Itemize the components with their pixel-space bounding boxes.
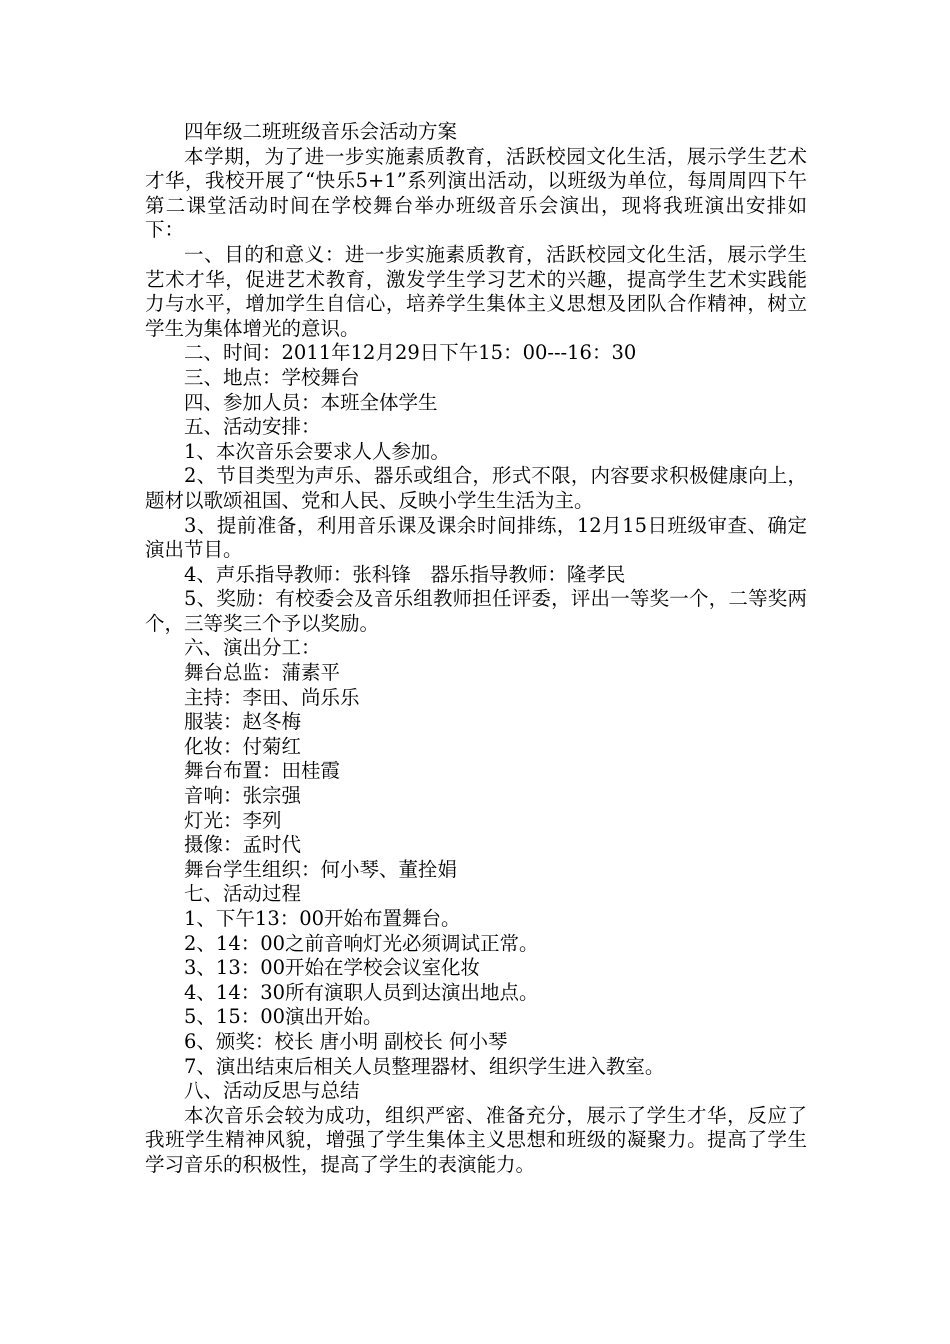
paragraph: 舞台总监：蒲素平 (184, 661, 341, 685)
paragraph: 六、演出分工： (184, 636, 321, 660)
paragraph: 本次音乐会较为成功，组织严密、准备充分，展示了学生才华，反应了我班学生精神风貌，增强了学生集体主义思想和班级的凝聚力。提高了学生学习音乐的积极性，提高了学生的表演能力。 (145, 1103, 807, 1176)
paragraph: 2、节目类型为声乐、器乐或组合，形式不限，内容要求积极健康向上，题材以歌颂祖国、党和人民、反映小学生生活为主。 (145, 464, 807, 512)
paragraph: 1、下午13：00开始布置舞台。 (184, 907, 461, 930)
document-title: 四年级二班班级音乐会活动方案 (184, 120, 458, 143)
paragraph: 7、演出结束后相关人员整理器材、组织学生进入教室。 (184, 1054, 665, 1078)
paragraph: 舞台学生组织：何小琴、董拴娟 (184, 857, 458, 881)
paragraph: 主持：李田、尚乐乐 (184, 685, 360, 709)
paragraph: 3、提前准备，利用音乐课及课余时间排练，12月15日班级审查、确定演出节目。 (145, 513, 807, 562)
paragraph: 摄像：孟时代 (184, 833, 302, 857)
paragraph: 化妆：付菊红 (184, 734, 302, 758)
paragraph: 音响：张宗强 (184, 784, 302, 808)
paragraph: 五、活动安排： (184, 415, 321, 439)
paragraph: 1、本次音乐会要求人人参加。 (184, 439, 450, 463)
paragraph: 服装：赵冬梅 (184, 710, 302, 734)
paragraph: 5、奖励：有校委会及音乐组教师担任评委，评出一等奖一个，二等奖两个，三等奖三个予以奖励。 (145, 587, 807, 635)
paragraph: 5、15：00演出开始。 (184, 1005, 383, 1029)
paragraph: 6、颁奖：校长 唐小明 副校长 何小琴 (184, 1029, 508, 1053)
paragraph: 七、活动过程 (184, 882, 302, 906)
paragraph: 一、目的和意义：进一步实施素质教育，活跃校园文化生活，展示学生艺术才华，促进艺术教育，激发学生学习艺术的兴趣，提高学生艺术实践能力与水平，增加学生自信心，培养学生集体主义思想及团队合作精神，树立学生为集体增光的意识。 (145, 242, 807, 340)
paragraph: 三、地点：学校舞台 (184, 365, 360, 389)
paragraph: 八、活动反思与总结 (184, 1079, 360, 1103)
paragraph: 舞台布置：田桂霞 (184, 759, 341, 783)
paragraph: 4、14：30所有演职人员到达演出地点。 (184, 980, 539, 1004)
paragraph: 二、时间：2011年12月29日下午15：00---16：30 (184, 341, 637, 365)
paragraph: 2、14：00之前音响灯光必须调试正常。 (184, 931, 539, 955)
paragraph: 本学期，为了进一步实施素质教育，活跃校园文化生活，展示学生艺术才华，我校开展了“快乐5+1”系列演出活动，以班级为单位，每周周四下午第二课堂活动时间在学校舞台举办班级音乐会演出，现将我班演出安排如下： (145, 144, 807, 242)
paragraph: 四、参加人员：本班全体学生 (184, 390, 438, 414)
document-body (145, 120, 807, 1178)
paragraph: 3、13：00开始在学校会议室化妆 (184, 956, 481, 980)
paragraph: 4、声乐指导教师：张科锋 器乐指导教师：隆孝民 (184, 562, 626, 586)
paragraph: 灯光：李列 (184, 808, 282, 832)
